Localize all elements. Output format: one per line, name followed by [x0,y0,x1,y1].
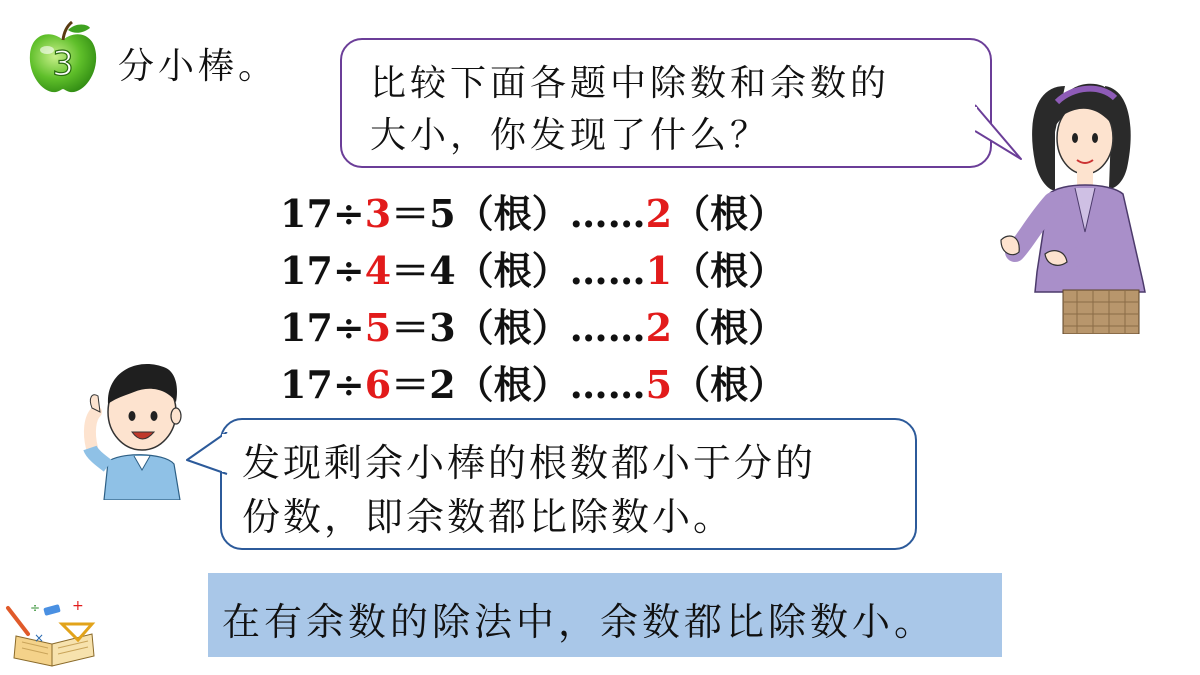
remainder: 2 [645,305,673,350]
ellipsis: …… [569,362,646,407]
boy-bubble-line-2: 份数，即余数都比除数小。 [242,495,735,539]
unit: （根） [672,305,787,350]
divisor: 4 [364,248,392,293]
equation-row [280,356,786,413]
equals-sign: ＝ [391,305,430,350]
boy-bubble-tail [185,432,230,482]
equation-list [280,185,786,413]
remainder: 2 [645,191,673,236]
teacher-speech-bubble [340,38,992,168]
ellipsis: …… [569,248,646,293]
dividend: 17 [280,248,333,293]
math-tools-icon [2,596,102,668]
equation-row [280,299,786,356]
equation-row [280,185,786,242]
divisor: 3 [364,191,392,236]
teacher-illustration [995,72,1175,334]
ellipsis: …… [569,191,646,236]
remainder: 5 [645,362,673,407]
divide-sign: ÷ [332,248,365,293]
unit: （根） [672,362,787,407]
equation-row [280,242,786,299]
svg-text:÷: ÷ [30,601,41,615]
boy-speech-bubble [220,418,917,550]
divisor: 5 [364,305,392,350]
unit: （根） [455,362,570,407]
unit: （根） [455,248,570,293]
divide-sign: ÷ [332,305,365,350]
equals-sign: ＝ [391,191,430,236]
divide-sign: ÷ [332,362,365,407]
quotient: 2 [429,362,456,407]
quotient: 5 [429,191,456,236]
ellipsis: …… [569,305,646,350]
unit: （根） [455,191,570,236]
divide-sign: ÷ [332,191,365,236]
remainder: 1 [645,248,673,293]
unit: （根） [455,305,570,350]
boy-illustration [78,352,198,500]
equals-sign: ＝ [391,248,430,293]
conclusion-band [208,573,1002,657]
svg-text:+: + [72,598,84,614]
boy-bubble-line-1: 发现剩余小棒的根数都小于分的 [242,441,817,485]
quotient: 4 [429,248,456,293]
unit: （根） [672,248,787,293]
teacher-bubble-line-2: 大小，你发现了什么？ [370,115,771,156]
quotient: 3 [429,305,456,350]
dividend: 17 [280,305,333,350]
conclusion-text: 在有余数的除法中，余数都比除数小。 [222,600,937,644]
problem-title: 分小棒。 [118,46,279,87]
teacher-bubble-line-1: 比较下面各题中除数和余数的 [370,63,891,104]
badge-number: 3 [52,44,74,84]
green-apple-icon [22,18,104,98]
unit: （根） [672,191,787,236]
svg-text:×: × [34,631,45,645]
equals-sign: ＝ [391,362,430,407]
divisor: 6 [364,362,392,407]
dividend: 17 [280,191,333,236]
dividend: 17 [280,362,333,407]
